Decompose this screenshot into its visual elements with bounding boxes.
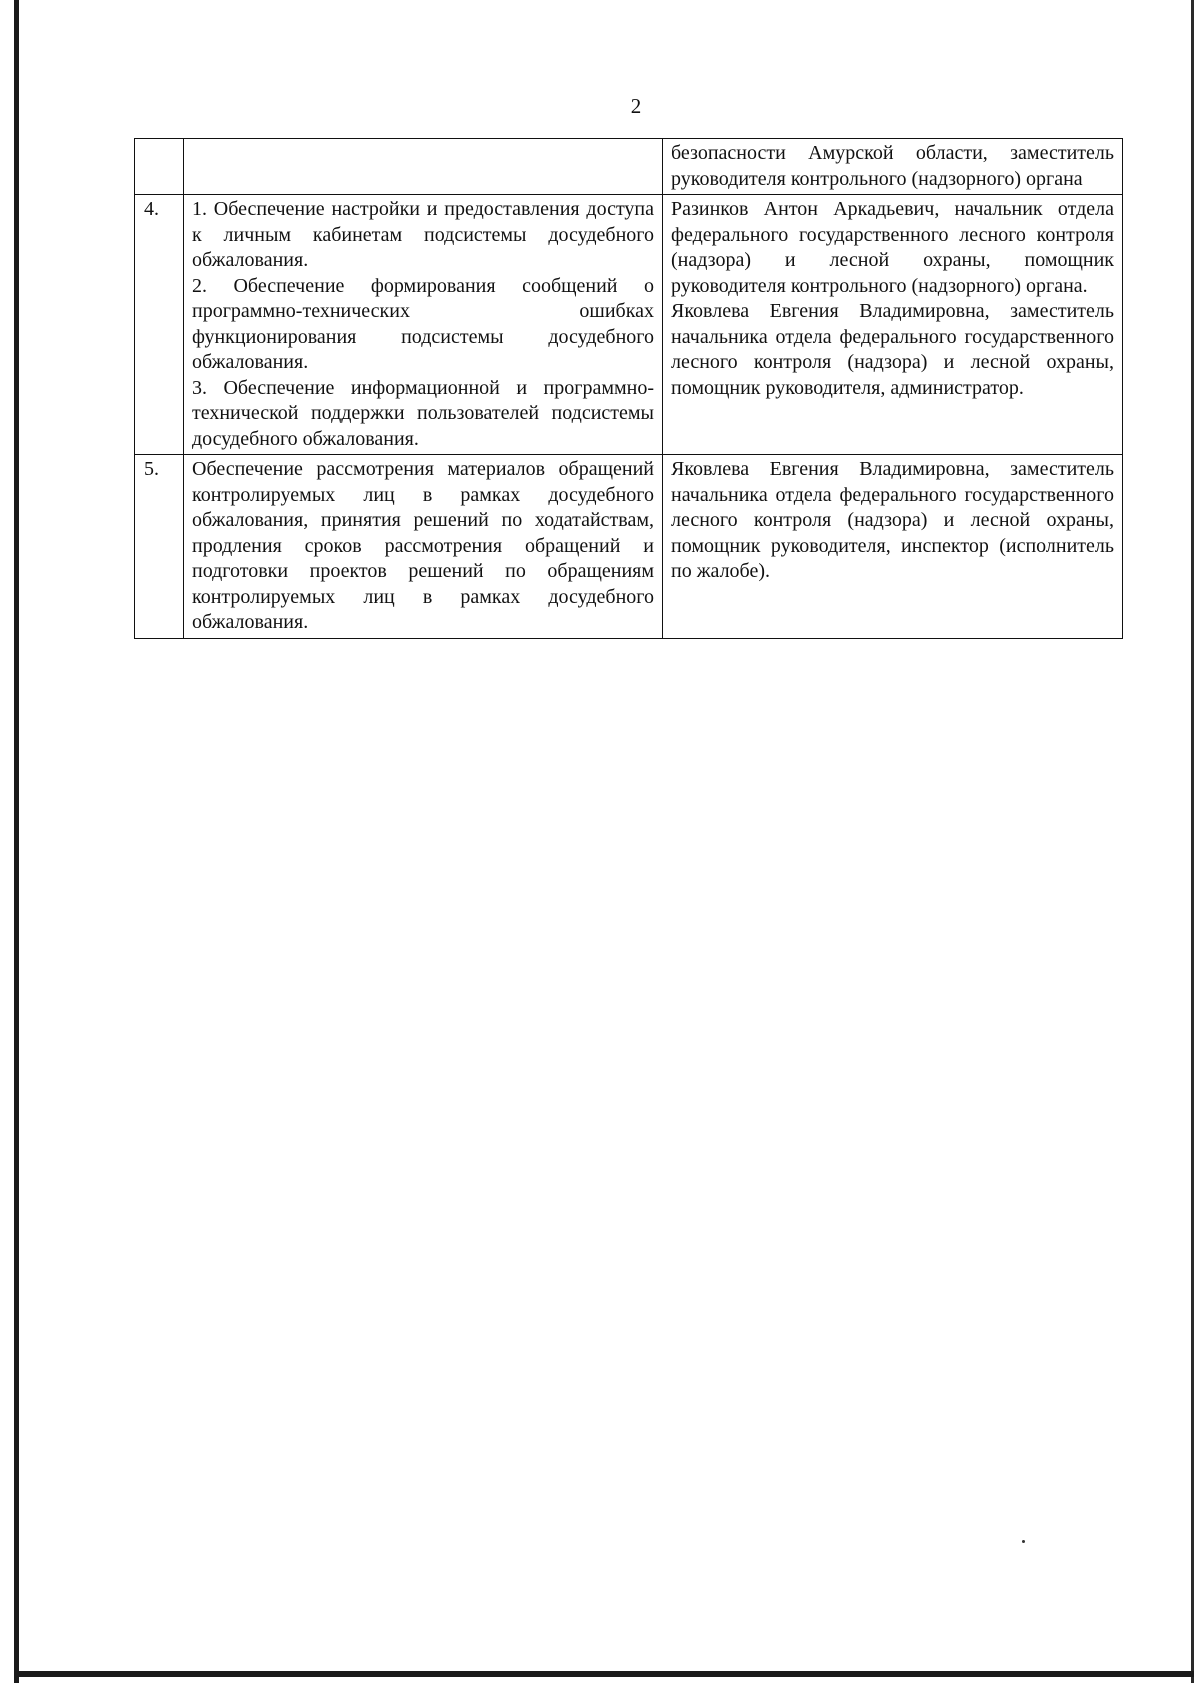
person-text: Разинков Антон Аркадьевич, начальник отдела федерального государственного лесного контроля (надзора) и лесной охраны, помощник руководителя контрольного (надзорного) органа.: [671, 198, 1114, 297]
task-cell: [184, 455, 663, 639]
page-number: 2: [630, 94, 642, 118]
person-cell: [663, 139, 1123, 195]
task-cell: [184, 139, 663, 195]
scan-border-left: [14, 0, 19, 1683]
task-text: Обеспечение рассмотрения материалов обращений контролируемых лиц в рамках досудебного обжалования, принятия решений по ходатайствам, продления сроков рассмотрения обращений и подготовки проектов решений по обращениям контролируемых лиц в рамках досудебного обжалования.: [192, 458, 654, 633]
task-text: 3. Обеспечение информационной и программно-технической поддержки пользователей подсистемы досудебного обжалования.: [192, 376, 654, 450]
task-text: 2. Обеспечение формирования сообщений о программно-технических ошибках функционирования подсистемы досудебного обжалования.: [192, 274, 654, 373]
person-text: Яковлева Евгения Владимировна, заместитель начальника отдела федерального государственного лесного контроля (надзора) и лесной охраны, помощник руководителя, администратор.: [671, 300, 1114, 399]
person-cell: [663, 195, 1123, 455]
task-cell: [184, 195, 663, 455]
scan-border-right: [1191, 0, 1194, 1683]
row-number-cell: 5.: [135, 455, 184, 639]
table-row: [135, 195, 1123, 455]
row-number-cell: 4.: [135, 195, 184, 455]
scan-speck: [1022, 1540, 1025, 1543]
table-row: [135, 139, 1123, 195]
row-number-cell: [135, 139, 184, 195]
responsibility-table: [134, 138, 1123, 639]
person-text: безопасности Амурской области, заместитель руководителя контрольного (надзорного) органа: [671, 142, 1114, 190]
scan-border-bottom: [14, 1671, 1194, 1677]
table-row: [135, 455, 1123, 639]
task-text: 1. Обеспечение настройки и предоставления доступа к личным кабинетам подсистемы досудебного обжалования.: [192, 198, 654, 271]
person-cell: [663, 455, 1123, 639]
person-text: Яковлева Евгения Владимировна, заместитель начальника отдела федерального государственного лесного контроля (надзора) и лесной охраны, помощник руководителя, инспектор (исполнитель по жалобе).: [671, 458, 1114, 582]
